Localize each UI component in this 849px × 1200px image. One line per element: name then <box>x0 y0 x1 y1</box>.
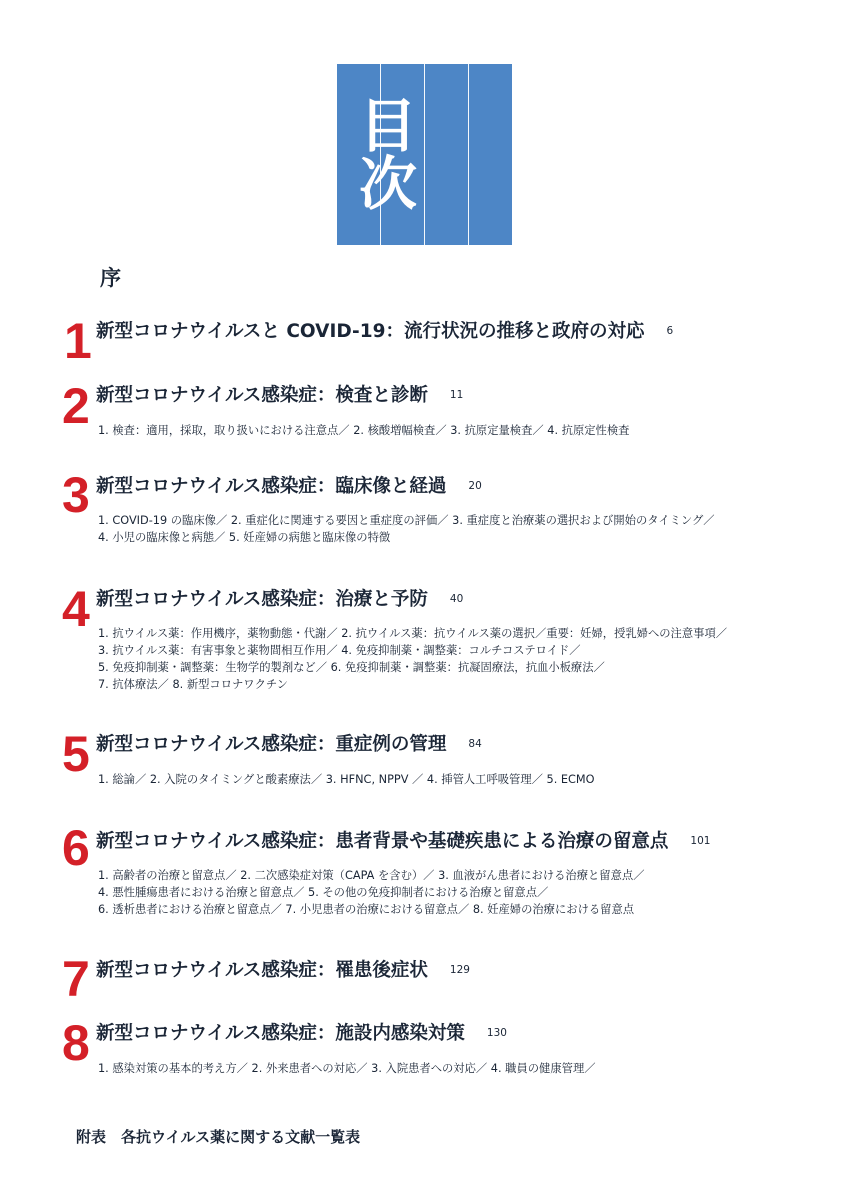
chapter-title[interactable] <box>96 1023 507 1045</box>
chapter-number: 2 <box>62 378 90 434</box>
chapter-title-text: 新型コロナウイルス感染症：治療と予防 <box>96 589 428 610</box>
chapter-title[interactable] <box>96 734 482 756</box>
chapter-number: 4 <box>62 581 90 637</box>
section-list-line: 1. 検査：適用，採取，取り扱いにおける注意点／ 2. 核酸増幅検査／ 3. 抗原定量検査／ 4. 抗原定性検査 <box>98 424 630 437</box>
chapter-title-text: 新型コロナウイルス感染症：検査と診断 <box>96 385 428 406</box>
chapter-page: 20 <box>468 480 482 492</box>
preface-link[interactable]: 序 <box>100 266 121 290</box>
chapter-number: 5 <box>62 726 90 782</box>
chapter-page: 6 <box>666 325 674 337</box>
chapter-number: 1 <box>64 313 92 369</box>
chapter-title[interactable] <box>96 476 482 498</box>
chapter-page: 130 <box>486 1027 507 1039</box>
chapter-page: 84 <box>468 738 482 750</box>
section-list-line: 1. 総論／ 2. 入院のタイミングと酸素療法／ 3. HFNC, NPPV ／ 4. 挿管人工呼吸管理／ 5. ECMO <box>98 773 595 786</box>
section-list-line: 6. 透析患者における治療と留意点／ 7. 小児患者の治療における留意点／ 8. 妊産婦の治療における留意点 <box>98 903 635 916</box>
chapter-title[interactable] <box>96 385 463 407</box>
chapter-title-text: 新型コロナウイルス感染症：患者背景や基礎疾患による治療の留意点 <box>96 831 669 852</box>
chapter-title-text: 新型コロナウイルス感染症：重症例の管理 <box>96 734 447 755</box>
chapter-title-text: 新型コロナウイルス感染症：罹患後症状 <box>96 960 428 981</box>
chapter-title-text: 新型コロナウイルス感染症：臨床像と経過 <box>96 476 447 497</box>
chapter-page: 11 <box>449 389 464 401</box>
section-list-line: 1. COVID-19 の臨床像／ 2. 重症化に関連する要因と重症度の評価／ 3. 重症度と治療薬の選択および開始のタイミング／ <box>98 514 715 527</box>
section-list-line: 1. 抗ウイルス薬：作用機序，薬物動態・代謝／ 2. 抗ウイルス薬：抗ウイルス薬の選択／重要：妊婦，授乳婦への注意事項／ <box>98 627 728 640</box>
section-list-line: 5. 免疫抑制薬・調整薬：生物学的製剤など／ 6. 免疫抑制薬・調整薬：抗凝固療法，抗血小板療法／ <box>98 661 605 674</box>
section-list-line: 4. 小児の臨床像と病態／ 5. 妊産婦の病態と臨床像の特徴 <box>98 531 391 544</box>
appendix-link[interactable]: 附表 各抗ウイルス薬に関する文献一覧表 <box>76 1128 361 1146</box>
chapter-page: 101 <box>690 835 711 847</box>
chapter-title[interactable] <box>96 960 470 982</box>
section-list-line: 4. 悪性腫瘍患者における治療と留意点／ 5. その他の免疫抑制者における治療と留意点／ <box>98 886 549 899</box>
toc-title-block <box>337 64 512 245</box>
section-list-line: 1. 感染対策の基本的考え方／ 2. 外来患者への対応／ 3. 入院患者への対応／ 4. 職員の健康管理／ <box>98 1062 596 1075</box>
chapter-page: 129 <box>449 964 470 976</box>
chapter-title[interactable] <box>96 589 463 611</box>
section-list-line: 7. 抗体療法／ 8. 新型コロナワクチン <box>98 678 288 691</box>
chapter-number: 3 <box>62 467 90 523</box>
chapter-number: 7 <box>62 951 90 1007</box>
chapter-title-text: 新型コロナウイルス感染症：施設内感染対策 <box>96 1023 465 1044</box>
chapter-title-text: 新型コロナウイルスと COVID-19：流行状況の推移と政府の対応 <box>96 321 645 342</box>
toc-heading: 目 次 <box>359 91 440 218</box>
chapter-page: 40 <box>449 593 464 605</box>
section-list-line: 3. 抗ウイルス薬：有害事象と薬物間相互作用／ 4. 免疫抑制薬・調整薬：コルチコステロイド／ <box>98 644 581 657</box>
chapter-title[interactable] <box>96 831 710 853</box>
chapter-title[interactable] <box>96 321 673 343</box>
section-list-line: 1. 高齢者の治療と留意点／ 2. 二次感染症対策（CAPA を含む）／ 3. 血液がん患者における治療と留意点／ <box>98 869 645 882</box>
chapter-number: 8 <box>62 1015 90 1071</box>
chapter-number: 6 <box>62 820 90 876</box>
